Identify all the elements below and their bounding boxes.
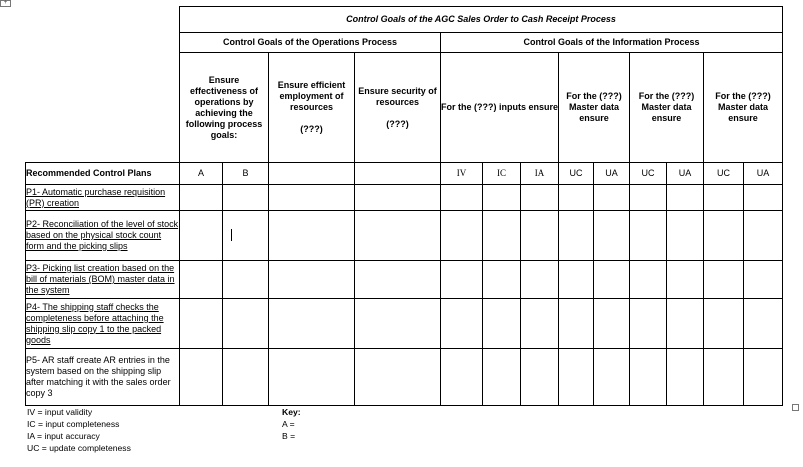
matrix-cell[interactable]	[483, 211, 521, 261]
matrix-cell[interactable]	[180, 211, 223, 261]
matrix-cell[interactable]	[630, 185, 667, 211]
code-cell: UA	[594, 163, 630, 185]
matrix-cell[interactable]	[630, 349, 667, 406]
matrix-cell[interactable]	[594, 261, 630, 299]
master-data-header-2: For the (???) Master data ensure	[630, 53, 704, 163]
key-item-b: B =	[282, 431, 296, 441]
matrix-cell[interactable]	[744, 211, 783, 261]
legend-item: UC = update completeness	[27, 443, 131, 453]
matrix-cell[interactable]	[521, 349, 559, 406]
matrix-cell[interactable]	[355, 211, 441, 261]
code-cell: UC	[559, 163, 594, 185]
table-resize-handle[interactable]	[792, 404, 799, 411]
matrix-cell[interactable]	[594, 349, 630, 406]
code-cell: A	[180, 163, 223, 185]
matrix-cell[interactable]	[704, 261, 744, 299]
code-cell: IA	[521, 163, 559, 185]
matrix-cell[interactable]	[180, 299, 223, 349]
matrix-cell[interactable]	[355, 299, 441, 349]
goal-efficient-resources	[269, 53, 355, 163]
code-cell: IV	[441, 163, 483, 185]
matrix-cell[interactable]	[483, 185, 521, 211]
recommended-control-plans-label: Recommended Control Plans	[26, 163, 180, 185]
matrix-cell[interactable]	[559, 349, 594, 406]
empty-corner	[26, 7, 180, 33]
table-anchor-icon[interactable]: +	[0, 0, 11, 7]
matrix-cell[interactable]	[441, 349, 483, 406]
matrix-title: Control Goals of the AGC Sales Order to Cash Receipt Process	[180, 7, 783, 33]
matrix-cell[interactable]	[269, 185, 355, 211]
plan-label: P3- Picking list creation based on the bill of materials (BOM) master data in the system	[26, 261, 180, 299]
matrix-cell[interactable]	[667, 349, 704, 406]
table-row	[26, 185, 783, 211]
matrix-cell[interactable]	[559, 261, 594, 299]
matrix-cell[interactable]	[704, 185, 744, 211]
empty-corner	[26, 33, 180, 53]
matrix-cell[interactable]	[630, 299, 667, 349]
goal-security-placeholder: (???)	[386, 118, 409, 129]
matrix-cell[interactable]	[180, 261, 223, 299]
inputs-header: For the (???) inputs ensure	[441, 53, 559, 163]
master-data-header-3: For the (???) Master data ensure	[704, 53, 783, 163]
matrix-cell[interactable]	[441, 185, 483, 211]
table-row	[26, 349, 783, 406]
legend-item: IA = input accuracy	[27, 431, 100, 441]
key-title: Key:	[282, 407, 301, 417]
matrix-cell[interactable]	[269, 211, 355, 261]
matrix-cell[interactable]	[223, 261, 269, 299]
matrix-cell[interactable]	[355, 349, 441, 406]
matrix-cell[interactable]	[521, 185, 559, 211]
legend-item: IC = input completeness	[27, 419, 120, 429]
matrix-cell[interactable]	[594, 299, 630, 349]
matrix-cell[interactable]	[441, 211, 483, 261]
information-goals-header: Control Goals of the Information Process	[441, 33, 783, 53]
goal-security-resources	[355, 53, 441, 163]
plan-label: P1- Automatic purchase requisition (PR) creation	[26, 185, 180, 211]
goal-effectiveness: Ensure effectiveness of operations by achieving the following process goals:	[180, 53, 269, 163]
table-row	[26, 261, 783, 299]
matrix-cell[interactable]	[355, 261, 441, 299]
matrix-cell[interactable]	[744, 349, 783, 406]
master-data-header-1: For the (???) Master data ensure	[559, 53, 630, 163]
goal-efficient-placeholder: (???)	[300, 124, 323, 134]
matrix-cell[interactable]	[744, 261, 783, 299]
matrix-cell[interactable]	[269, 349, 355, 406]
matrix-cell[interactable]	[704, 349, 744, 406]
matrix-cell[interactable]	[223, 349, 269, 406]
code-cell	[269, 163, 355, 185]
plan-label: P5- AR staff create AR entries in the system based on the shipping slip after matching it with the sales order copy 3	[26, 349, 180, 406]
matrix-cell[interactable]	[667, 299, 704, 349]
matrix-cell[interactable]	[667, 211, 704, 261]
operations-goals-header: Control Goals of the Operations Process	[180, 33, 441, 53]
matrix-cell[interactable]	[559, 211, 594, 261]
control-goals-matrix	[25, 6, 783, 406]
code-cell: UC	[630, 163, 667, 185]
matrix-cell[interactable]	[559, 299, 594, 349]
code-cell: UA	[744, 163, 783, 185]
matrix-cell[interactable]	[223, 185, 269, 211]
matrix-cell[interactable]	[594, 211, 630, 261]
code-cell: UC	[704, 163, 744, 185]
key-item-a: A =	[282, 419, 295, 429]
goal-efficient-label: Ensure efficient employment of resources	[277, 80, 346, 112]
matrix-cell[interactable]	[744, 299, 783, 349]
matrix-cell[interactable]	[704, 299, 744, 349]
matrix-cell[interactable]	[594, 185, 630, 211]
matrix-cell[interactable]	[269, 299, 355, 349]
matrix-cell[interactable]	[269, 261, 355, 299]
table-row	[26, 211, 783, 261]
empty-corner	[26, 53, 180, 163]
plan-label: P4- The shipping staff checks the completeness before attaching the shipping slip copy 1 to the packed goods	[26, 299, 180, 349]
matrix-cell[interactable]	[630, 261, 667, 299]
key-section	[282, 406, 301, 442]
code-cell: B	[223, 163, 269, 185]
code-cell: IC	[483, 163, 521, 185]
matrix-cell[interactable]	[180, 185, 223, 211]
matrix-cell[interactable]	[559, 185, 594, 211]
goal-security-label: Ensure security of resources	[358, 85, 437, 107]
text-cursor	[231, 229, 232, 241]
matrix-cell[interactable]	[667, 261, 704, 299]
matrix-cell[interactable]	[223, 299, 269, 349]
table-row	[26, 299, 783, 349]
matrix-cell[interactable]	[521, 299, 559, 349]
matrix-cell[interactable]	[521, 261, 559, 299]
matrix-cell[interactable]	[704, 211, 744, 261]
matrix-cell[interactable]	[441, 261, 483, 299]
matrix-cell[interactable]	[521, 211, 559, 261]
matrix-cell[interactable]	[355, 185, 441, 211]
code-cell	[355, 163, 441, 185]
matrix-cell[interactable]	[630, 211, 667, 261]
plan-label: P2- Reconciliation of the level of stock based on the physical stock count form and the picking slips	[26, 211, 180, 261]
matrix-cell[interactable]	[441, 299, 483, 349]
matrix-cell[interactable]	[744, 185, 783, 211]
matrix-cell[interactable]	[483, 299, 521, 349]
matrix-cell[interactable]	[223, 211, 269, 261]
matrix-cell[interactable]	[483, 261, 521, 299]
abbreviation-legend	[27, 406, 131, 454]
matrix-cell[interactable]	[667, 185, 704, 211]
code-cell: UA	[667, 163, 704, 185]
legend-item: IV = input validity	[27, 407, 93, 417]
matrix-cell[interactable]	[483, 349, 521, 406]
matrix-cell[interactable]	[180, 349, 223, 406]
